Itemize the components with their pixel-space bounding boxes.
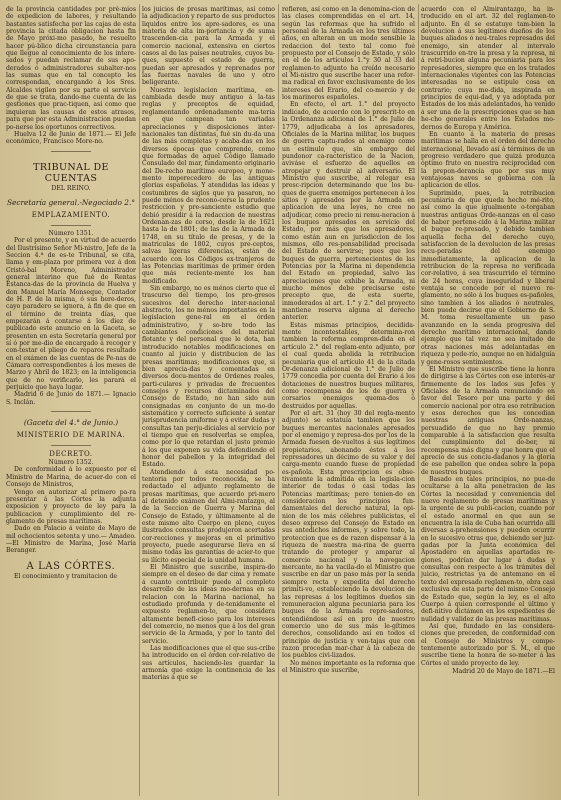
section-subheading: DEL REINO. [51, 184, 91, 192]
paragraph: El Ministro que suscribe tiene la honra de dirigirse á las Córtes con ese interés-ar firmemente de los lados sus Jefes y Oficiales de la Armada renunciando en favor del Tesoro por una parte y del comercio nacional por otra eso retribucion y esos derechos que les concedian nuestras antiguas Orde-nanzas, persuadido de que no hay premio comparable á la satisfaccion que resulta del cumplimiento del de-ber, ni recompensa más digna y que honra que el aprecio de sus conciu-dadanos y la gloria de ese pabellon que ondea sobre la popa de nuestros buques. [421, 365, 555, 476]
divider [51, 151, 91, 152]
paragraph: El Ministro que suscribe, inspira-do siempre en el deseo de dar cima y remate á cuanto contribuir puede al completo desarrollo de las ideas mo-dernas en su relacion con la Marina nacional, ha estudiado profunda y de-tenidamente el expuesto reglamen-to, que considera altamente benefi-cioso para los intereses del comercio, no menos que á los del gran servicio de la Armada, y por lo tanto del servicio. [142, 564, 275, 645]
divider [51, 445, 91, 446]
address-heading: A LAS CÓRTES. [26, 560, 116, 572]
column-3 [282, 6, 415, 796]
paragraph: Por el art. 31 (hoy 30 del regla-mento adjunto) se estatuía tambien que los buques mercantes nacionales apresados por el enemigo y represa-dos por los de la Armada fuesen de-vueltos á sus legítimos propietarios, abonando éstos á los represadores un décimo de su valor y del carga-mento cuando fuese de propiedad es-pañola. Esta prescripcion es obse-tivamente la admitida en la legisla-cion interior de todas ó casi todas las Potencias marítimas; pero tenien-do en consideracion los principios fun-damentales del derecho natural, la opi-nion de los más célebres publicistas, el deseo expreso del Consejo de Estado en sus antedichos informes, y sobre todo, la proteccion que es de razon dispensar á la riqueza de nuestra ma-rina de guerra tratando de proteger y amparar al comercio nacional y la navegacion mercante, no ha vacila-do el Ministro que suscribe en dar un paso más por la senda siempre recta y expedita del derecho primiti-vo, estableciendo la devolucion de las represas á los legítimos dueños sin remuneracion alguna pecuniaria para los buques de la Armada repre-sadores, entendiéndose así en pro de nuestro comercio uno de sus más le-gítimos derechos, consolidando así en todos el principio de justicia y ven-tajas que con razon procedan mar-char á la cabeza de los pueblos civi-lizados. [282, 409, 415, 660]
notice-number: Número 1351. [48, 229, 94, 237]
paragraph: Suprimido, pues, la retribucion pecuniaria de que queda hecho mé-rito, así como la que igualmente o-torgaban nuestras antiguas Orde-nanzas en el caso de haber pertene-cido á la Marina militar el buque re-presado, y debido tambien aquella fecha del derecho cuyo, satisfaccion de la devolucion de las presas recu-peradas del enemigo inmediatamente, la aplicacion de la retribucion de la represa no verificada cor-relativo, á sea trascurrido el término de 24 horas, cuya inseguridad y liberal ventaja se concede por el nuevo re-glamento, no sólo á los buques es-pañoles, sino tambien á los aliados ó neutrales, bien puede decirse que el Gobierno de S. M. toma resueltamente un paso avanzando en la senda progresiva del derecho marítimo internacional, dando ejemplo que tal vez no sea imitado de otras naciones más adelantadas en riqueza y pode-río, aunque no en hidalguía y gene-rosos sentimientos. [421, 189, 555, 366]
column-rule [139, 4, 140, 796]
column-rule [278, 4, 279, 796]
paragraph: Por el presente, y en virtud de acuerdo del Ilustrísimo Señor Mi-nistro, Jefe de la Seccion 4.ª de es-te Tribunal, se cita, llama y em-plaza por primera vez á don Cristó-bal Moreno, Administrador general interino que fué de Rentas Estanca-das de la provincia de Huelva y don Manuel María Monseque, Contador de H. P. de la misma, ó sus here-deros, cayo paradero se ignora, á fin de que en el término de treinta días, que empezarán á contarse á los diez de publicado este anuncio en la Gaceta, se presenten en esta Secretaría general por sí ó por me-dio de encargado á recoger y con-testar el pliego de reparos resultado en el exámen de las cuentas de Pe-nas de Cámara correspondientes á los meses de Marzo y Abril de 1823; en la inteligencia que de no verificarlo, les parará el perjuicio que haya lugar. [6, 237, 136, 392]
paragraph: Vengo en autorizar al primero pa-ra presentar á las Córtes la adjunta exposicion y proyecto de ley para la publicacion y cumplimiento del re-glamento de presas marítimas. [6, 488, 136, 525]
column-2 [142, 6, 275, 796]
column-4 [421, 6, 555, 796]
dateline: Madrid 6 de Junio de 1871.— Ignacio S. Inclán. [6, 391, 136, 406]
notice-number: Número 1352. [48, 459, 94, 467]
column-rule [418, 4, 419, 796]
paragraph: De conformidad á lo expuesto por el Ministro de Marina, de acuer-do con el Consejo de Ministros, [6, 466, 136, 489]
paragraph: refieren, así como en la denomina-cion de las clases comprendidas en el art. 14, según las reformas que ha sufrido el personal de la Armada en los tres últimos años, en alteran en un modo sensible la redaccion del texto tal como fué propuesto por el Consejo de Estado, y sólo en el de los artículos 1.°y 30 al 33 del reglamen-to adjunto ha creído necesario el Mi-nistro que suscribe hacer una refor-ma radical en favor exclusivamente de los intereses del Erario, del co-mercio y de los marineros españoles. [282, 6, 415, 102]
paragraph: Nuestra legislacion marítima, en-cambiada desde muy antiguo á la-tas reglas y preceptos de equidad, reglamentando ordenadamente ma-teria en que campean tan variadas apreciaciones y disposiciones inter-nacionales tan distintas, fué sin du-da una de las más completas y acaba-das en los diversos épocas que comprende, como que formadas de aquel Código llamado Consulado del mar, fundamento originario del De-recho marítimo europeo, y mone-mento imperecedero de las antiguas glorias españolas. Y atendidas las ideas y costumbres de siglos que ya pasaron, no puede ménos de recono-cerse la prudente restriccion y pre-sanciente estudio que debió presidir á la redaccion de nuestras Ordenan-zas de corso, desde la de 1621 hasta la de 1801; de las de la Armada de 1748, en su título de presas, y de la matriculas de 1802, cuyos pre-ceptos, salvas ligeras diferencias, están de acuerdo con los Códigos ex-tranjeros de las Potencias marítimas de primer órden que más reciente-mente los han modificado. [142, 86, 275, 285]
paragraph: de la provincia cantidades por pré-mios de expedicion de labores, y resultando bastantes satisfecha por las cajas de esta provincia la citada obligacion hasta fin de Mayo próxi-mo pasado, he resuelto hacer pú-blico dicha circunstancia para que llegue al conocimiento de los intere-sados y puedan reclamar de sus apo-derados ó administradores subalter-nos las sumas que en tal concepto les correspondan, encargando á los Sres. Alcaldes vigilen por su parte el servicio de que se trata, dando-me cuenta de las gestiones que prac-tiquen, así como que inquieran las causas de estos atrasos, para que por esta Administracion puedan po-nerse los oportunos correctivos. [6, 6, 136, 131]
paragraph: acuerdo con el Almirantazgo, ha in-troducido en el art. 32 del reglamen-to adjunto. En él se estatuye tam-bien la devolucion á sus legítimos dueños de los buques aliados ó neu-trales represados del enemigo, sin atender al intervalo trascurrido en-tre la presa y la represa, ni á retri-bucion alguna pecuniaria para los represadores, siempre que en los tratados internacionales vigentes con las Potencias interesadas no se estipule cosa en contrario; cuya me-dida, inspirada en principios de equi-dad, y ya adoptada por Estados de los más adelantados, ha venido á ser una de la prescripciones que se han he-cho generales entre los Estados mo-dernos de Europa y América. [421, 6, 555, 131]
divider [51, 225, 91, 226]
paragraph: Sin embargo, no es ménos cierto que el trascurso del tiempo, los pro-gresos sucesivos del derecho inter-nacional abstracto, los no ménos importantes en la legislacion gene-ral en el órden administrativo, y so-bre todo las cambiantes condiciones del material flotante y del personal que le dota, han introducido notables modificaciones en cuanto al juicio y distribucion de las presas marítimas; modificaciones que, si bien aprecia-das y comentadas en diversos docu-mentos de Ordenes reales, parti-culares y privadas de frecuentes consejos y recursos dictaminados del Consejo de Estado, no han sido aun consignadas en conjunto de un mo-do sistemático y correcto suficiente á sentar jurisprudencia uniforme y á evitar dudas y consultas tan perju-diciales al servicio por el tiempo que en resolverlas se emplea, como por lo que retardan el justo premio á los que exponen su vida defendiendo el honor del pabellon y la integridad del Estado. [142, 285, 275, 469]
paragraph: Estas mismas principios, decidida-mente incontestables, determina-ron tambien la reforma compren-dida en el artículo 2.° del reglam-ento adjunto, por el cual queda abolida la retribucion pecuniaria que el artículo 41 de la citada Or-denanza adicional de 1.° de Julio de 1779 concedia por cuenta del Erario á los dotaciones de nuestros buques militares, como recompensa de los de guerra y corsarios enemigos quema-dos ó destruidos por aquellas. [282, 321, 415, 410]
divider [51, 411, 91, 412]
paragraph: El conocimiento y tramitacion de [14, 572, 118, 580]
office-heading: Secretaría general.-Negociado 2.° [6, 197, 136, 207]
source-heading: (Gaceta del 4.° de Junio.) [23, 418, 119, 428]
decree-heading: DECRETO. [49, 450, 93, 459]
paragraph: Atendiendo á esta necesidad po-tentoria por todos reconocida, se ha redactado el adjunto reglamento de presas marítimas, que acuerdo pri-mero al detenido exámen del Almi-rantazgo, al de la Seccion de Guerra y Marina del Consejo de Estado, y últimamente al de este mismo alto Cuerpo en pleno, cuyos ilustrados consultas produjeron acertadas cor-recciones y mejoras en el primitivo proyecto, puede asegurarse lleva en sí mismo todas las garantías de acier-to que su ilícito especial de la unidad humana. [142, 468, 275, 564]
paragraph: Así que, fundado en las considera-ciones que preceden, de conformidad con el Consejo de Ministros y compe-tentemente autorizado por S. M., el que suscribe tiene la honra de so-meter á las Córtes el unido proyecto de ley. [421, 622, 555, 667]
paragraph: En efecto, el art. 1.° del proyecto indicado, de acuerdo con lo prescrit-to en la Ordenanza adicional de 1.° de Julio de 1779, adjudicaba á los apresadores, Oficiales de la Marina militar, los buques de guerra captu-rados al enemigo como un estímulo que, sin embargo del pundonor ca-racterístico de la Nacion, aviváse el esfuerzo de aquellos en atropejar y destruir al adversario. El Ministro que suscribe, al relegar esa presc-ripcion determinando que los bu-ques de guerra enemigos pertenecen á los sitios y apresados por la Armada en aplicacion de una leyes, no cree no adjudicar, como precio ni remu-neracion á los buques apresados en servicio del Estado, por más que los apresadores, como están aun en jurisdiccion de los mismos, ello res-ponsabilidad precisada del Estado de servirse; pues que los buques de guerra, pertenecientes de las Potencias por la Marina ni dependencia del Estado en propiedad, salvo las apreciaciones que exhibe la Armada, ni mucho ménos debe precisarse este precepto que, de esta suerte, inmoderados al art. 1.° y 2.° del proyecto mantiene reserva alguna al derecho anterior. [282, 101, 415, 322]
paragraph: los juicios de presas marítimas, así como la adjudicacion y reparto de sus productos liquidos entre los apre-sadores, es una materia de alta im-portancia y de suma trascenden-cia para la Armada y el comercio nacional, extensiva en ciertos casos al de las países neutrales, cuyos bu-ques, supuesto el estado de guerra, puedan ser apresados y reprenados por las fuerzas navales de uno y otro beligerante. [142, 6, 275, 87]
column-1 [6, 6, 136, 796]
paragraph: Las modificaciones que el que sus-cribe ha introducido en el órden cor-relativo de sus artículos, haciendo-les guardar la armonía que exige la continencia de las materias á que se [142, 644, 275, 682]
notice-type: EMPLAZAMIENTO. [31, 210, 111, 219]
paragraph: Dado en Palacio á veinte de Mayo de mil ochocientos setenta y uno.— Amadeo.—El Ministro de Marina, José María Beranger. [6, 525, 136, 555]
section-heading: TRIBUNAL DE CUENTAS [33, 161, 109, 184]
ministry-heading: MINISTERIO DE MARINA. [16, 431, 126, 440]
paragraph: En cuanto á la materia de presas marítimas se halla en el órden del derecho internacional, llevado así á términos de un progreso verdadero que quizá produzca óptimo fruto en nuestra reciprocidad con la prepon-derancia que por sus muy ventajosas naves se gobierna con la aplicacion de ellos. [421, 130, 555, 190]
paragraph: No ménos importante es la reforma que el Ministro que suscribe, [282, 659, 415, 674]
paragraph: Basado en tales principios, no pue-de ocultarse á la alta penetracion de las Córtes la necesidad y conveniencia del nuevo reglamento de presas marítimas y la urgente de su publi-cacion, cuando por el estado anormal en que aun se encuentra la isla de Cuba han ocurrido allí diversas a-prehensiones y pueden ocurrir en lo sucesivo otras que, debiendo ser juz-gadas por la Junta económica del Apostadero en aquellas apartadas re-giones, podrían dar lugar á dudas y consultas con respecto á los trámites del juicio, restrictas ya de antemano en el texto del expresado reglamen-to, obra casi exclusiva de esta parte del mismo Consejo de Estado que, según la ley, es el alto Cuerpo á quien corresponde el último y defi-nitivo dictámen en los expedientes de nulidad y validez de las presas marítimas. [421, 476, 555, 623]
dateline: Madrid 20 de Mayo de 1871.—El [452, 667, 555, 675]
dateline: Huelva 12 de Junio de 1871.— El Jefe económico, Francisco More-no. [6, 130, 136, 146]
